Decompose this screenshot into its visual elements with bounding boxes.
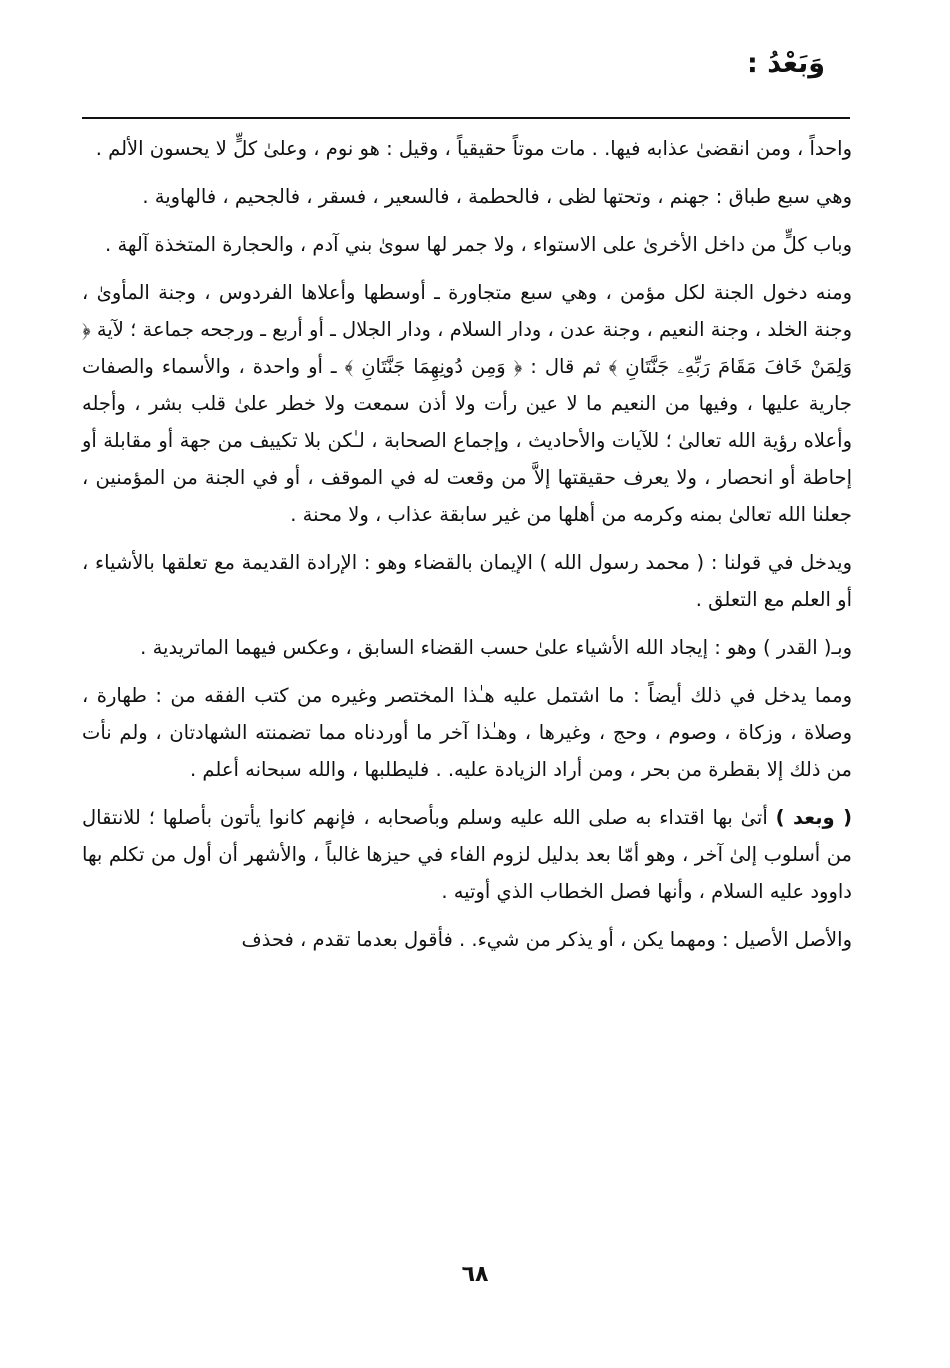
- section-heading: وَبَعْدُ :: [747, 48, 825, 79]
- body-text: [82, 130, 852, 969]
- paragraph-5: ويدخل في قولنا : ( محمد رسول الله ) الإيمان بالقضاء وهو : الإرادة القديمة مع تعلقها بالأشياء ، أو العلم مع التعلق .: [82, 551, 852, 611]
- paragraph-1: واحداً ، ومن انقضىٰ عذابه فيها. . مات موتاً حقيقياً ، وقيل : هو نوم ، وعلىٰ كلٍّ لا يحسون الألم .: [95, 137, 852, 160]
- paragraph-7: ومما يدخل في ذلك أيضاً : ما اشتمل عليه هـٰذا المختصر وغيره من كتب الفقه من : طهارة ، وصلاة ، وزكاة ، وصوم ، وحج ، وغيرها ، وهـٰذا آخر ما أوردناه مما تضمنته الشهادتان ، ولم نأت من ذلك إلا بقطرة من بحر ، ومن أراد الزيادة عليه. . فليطلبها ، والله سبحانه أعلم .: [82, 684, 852, 781]
- paragraph-2: وهي سبع طباق : جهنم ، وتحتها لظى ، فالحطمة ، فالسعير ، فسقر ، فالجحيم ، فالهاوية .: [142, 185, 852, 208]
- paragraph-9: والأصل الأصيل : ومهما يكن ، أو يذكر من شيء. . فأقول بعدما تقدم ، فحذف: [241, 928, 852, 951]
- paragraph-4: ومنه دخول الجنة لكل مؤمن ، وهي سبع متجاورة ـ أوسطها وأعلاها الفردوس ، وجنة المأوىٰ ، وجنة الخلد ، وجنة النعيم ، وجنة عدن ، ودار السلام ، ودار الجلال ـ أو أربع ـ ورجحه جماعة ؛ لآية ﴿ وَلِمَنْ خَافَ مَقَامَ رَبِّهِۦ جَنَّتَانِ ﴾ ثم قال : ﴿ وَمِن دُونِهِمَا جَنَّتَانِ ﴾ ـ أو واحدة ، والأسماء والصفات جارية عليها ، وفيها من النعيم ما لا عين رأت ولا أذن سمعت ولا خطر علىٰ قلب بشر ، وأجله وأعلاه رؤية الله تعالىٰ ؛ للآيات والأحاديث ، وإجماع الصحابة ، لـٰكن بلا تكييف من جهة أو مقابلة أو إحاطة أو انحصار ، ولا يعرف حقيقتها إلاَّ من وقعت له في الموقف ، أو في الجنة من المؤمنين ، جعلنا الله تعالىٰ بمنه وكرمه من أهلها من غير سابقة عذاب ، ولا محنة .: [82, 281, 852, 526]
- page-number: ٦٨: [461, 1262, 489, 1287]
- paragraph-3: وباب كلٍّ من داخل الأخرىٰ على الاستواء ، ولا جمر لها سوىٰ بني آدم ، والحجارة المتخذة آلهة .: [105, 233, 852, 256]
- header-divider: [82, 117, 850, 119]
- paragraph-8-text: أتىٰ بها اقتداء به صلى الله عليه وسلم وبأصحابه ، فإنهم كانوا يأتون بأصلها ؛ للانتقال من أسلوب إلىٰ آخر ، وهو أمّا بعد بدليل لزوم الفاء في حيزها غالباً ، والأشهر أن أول من تكلم بها داوود عليه السلام ، وأنها فصل الخطاب الذي أوتيه .: [82, 806, 852, 903]
- paragraph-8: [82, 799, 852, 910]
- paragraph-6: وبـ( القدر ) وهو : إيجاد الله الأشياء علىٰ حسب القضاء السابق ، وعكس فيهما الماتريدية .: [140, 636, 852, 659]
- paragraph-8-term: ( وبعد ): [775, 806, 852, 829]
